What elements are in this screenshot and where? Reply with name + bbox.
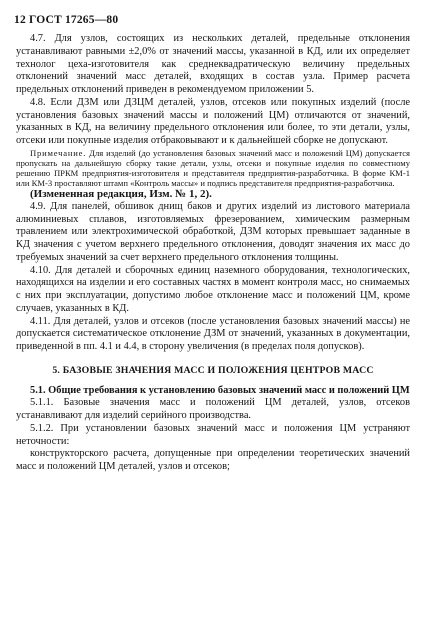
note-label: Примечание. [30,147,87,158]
paragraph-list-item: конструкторского расчета, допущенные при определении теоретических значений масс и положений ЦМ деталей, узлов и отсеков; [16,448,410,473]
subsection-5-1-title: 5.1. Общие требования к установлению базовых значений масс и положений ЦМ [30,384,410,396]
document-body [16,33,410,474]
paragraph-5-1-2: 5.1.2. При установлении базовых значений масс и положения ЦМ устраняют неточности: [16,422,410,447]
paragraph-4-8: 4.8. Если ДЗМ или ДЗЦМ деталей, узлов, отсеков или покупных изделий (после установления базовых значений массы и положений ЦМ) отличаются от значений, указанных в КД, на величину предельного отклонения или более, то эти детали, узлы, отсеки или покупные изделия отбраковывают и к дальнейшей сборке не допускают. [16,96,410,146]
paragraph-4-7: 4.7. Для узлов, состоящих из нескольких деталей, предельные отклонения устанавливают равными ±2,0% от значений массы, указанной в КД, или их определяет технолог цеха-изготовителя как среднеквадратическую величину предельных отклонений значений масс деталей, входящих в состав узла. Пример расчета предельных отклонений приведен в рекомендуемом приложении 5. [16,33,410,95]
page-header: 12 ГОСТ 17265—80 [14,14,119,26]
paragraph-4-11: 4.11. Для деталей, узлов и отсеков (после установления базовых значений массы) не допускается систематическое отклонение ДЗМ от значений, указанных в документации, приведенной в пп. 4.1 и 4.4, в сторону увеличения (в пределах поля допусков). [16,315,410,353]
amendment-note: (Измененная редакция, Изм. № 1, 2). [30,188,212,201]
note [16,148,410,188]
paragraph-4-9: 4.9. Для панелей, обшивок днищ баков и других изделий из листового материала алюминиевых сплавов, изготовляемых фрезерованием, химическим размерным травлением или электрохимической обработкой, ДЗМ которых превышает заданные в КД значения с учетом верхнего предельного отклонения, доводят значения их масс до требуемых значений за счет верхнего предельного отклонения толщины. [16,200,410,263]
paragraph-5-1-1: 5.1.1. Базовые значения масс и положений ЦМ деталей, узлов, отсеков устанавливают для изделий серийного производства. [16,397,410,422]
note-text: Для изделий (до установления базовых значений масс и положений ЦМ) допускается пропускать на дальнейшую сборку такие детали, узлы, отсеки и покупные изделия по совместному решению ПРКМ предприятия-изготовителя и представителя предприятия-разработчика. В форме КМ-1 или КМ-3 проставляют штамп «Контроль массы» и подпись представителя предприятия-разработчика. [16,147,410,189]
section-5-title: 5. БАЗОВЫЕ ЗНАЧЕНИЯ МАСС И ПОЛОЖЕНИЯ ЦЕНТРОВ МАСС [52,364,374,376]
paragraph-4-10: 4.10. Для деталей и сборочных единиц наземного оборудования, технологических, находящихся на изделии и его составных частях в момент контроля масс, но снимаемых с них при эксплуатации, допустимо любое отклонение масс и положений ЦМ, кроме случаев, указанных в КД. [16,264,410,314]
